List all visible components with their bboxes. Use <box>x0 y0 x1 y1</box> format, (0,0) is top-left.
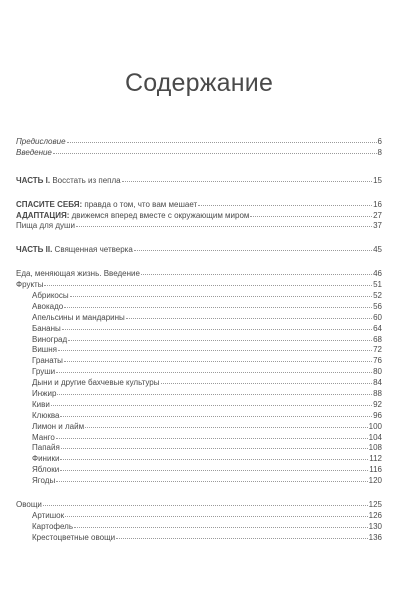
toc-entry[interactable] <box>16 377 382 388</box>
toc-page-number: 125 <box>368 500 382 510</box>
toc-entry-title <box>32 454 59 464</box>
toc-entry-text: Папайя <box>32 443 60 453</box>
toc-page-number: 16 <box>373 199 382 209</box>
table-of-contents <box>16 136 382 543</box>
dot-leader <box>60 464 368 471</box>
toc-page-number: 56 <box>373 301 382 311</box>
toc-entry-text: Еда, меняющая жизнь. Введение <box>16 269 140 279</box>
toc-entry-text: Инжир <box>32 389 57 399</box>
dot-leader <box>58 344 372 351</box>
toc-entry-title <box>32 302 63 312</box>
toc-entry[interactable] <box>16 312 382 323</box>
toc-page-number: 27 <box>373 210 382 220</box>
toc-entry-text: Груши <box>32 367 56 377</box>
toc-entry-text: Финики <box>32 454 60 464</box>
dot-leader <box>60 410 372 417</box>
toc-page-number: 52 <box>373 291 382 301</box>
toc-page-number: 68 <box>373 334 382 344</box>
section-spacer <box>16 231 382 244</box>
section-spacer <box>16 158 382 175</box>
dot-leader <box>44 279 372 286</box>
dot-leader <box>67 136 377 143</box>
toc-entry-heading: СПАСИТЕ СЕБЯ: <box>16 199 83 209</box>
toc-entry-title <box>32 335 67 345</box>
toc-entry[interactable] <box>16 136 382 147</box>
toc-entry-title <box>16 500 42 510</box>
toc-entry-text: Ягоды <box>32 476 56 486</box>
toc-entry[interactable] <box>16 147 382 158</box>
toc-entry[interactable] <box>16 323 382 334</box>
toc-entry[interactable] <box>16 301 382 312</box>
dot-leader <box>60 453 368 460</box>
toc-entry-title <box>32 313 125 323</box>
toc-entry-text: правда о том, что вам мешает <box>82 199 198 209</box>
dot-leader <box>53 147 377 154</box>
toc-entry[interactable] <box>16 432 382 443</box>
toc-entry-heading: ЧАСТЬ II. <box>16 245 53 255</box>
toc-page-number: 92 <box>373 399 382 409</box>
toc-entry-text: Пища для души <box>16 221 75 231</box>
dot-leader <box>116 532 368 539</box>
toc-entry-title <box>16 176 121 186</box>
toc-entry[interactable] <box>16 290 382 301</box>
toc-entry-title <box>16 221 75 231</box>
toc-entry-text: Введение <box>16 147 52 157</box>
dot-leader <box>56 432 368 439</box>
page-title: Содержание <box>124 69 274 97</box>
toc-entry-text: Картофель <box>32 521 74 531</box>
toc-entry-text: Дыни и другие бахчевые культуры <box>32 378 160 388</box>
toc-entry-title <box>32 345 57 355</box>
toc-page-number: 76 <box>373 356 382 366</box>
toc-entry-title <box>16 245 133 255</box>
toc-page-number: 112 <box>369 454 382 464</box>
toc-entry[interactable] <box>16 453 382 464</box>
toc-page-number: 60 <box>373 312 382 322</box>
toc-entry[interactable] <box>16 410 382 421</box>
toc-page-number: 84 <box>373 378 382 388</box>
dot-leader <box>56 475 367 482</box>
toc-page-number: 51 <box>373 280 382 290</box>
toc-entry[interactable] <box>16 464 382 475</box>
toc-entry-text: Клюква <box>32 410 60 420</box>
toc-page-number: 136 <box>368 532 382 542</box>
dot-leader <box>64 301 372 308</box>
toc-entry[interactable] <box>16 199 382 210</box>
toc-entry-title <box>32 389 56 399</box>
toc-entry-text: Виноград <box>32 334 68 344</box>
toc-page-number: 64 <box>373 323 382 333</box>
dot-leader <box>76 220 372 227</box>
toc-entry[interactable] <box>16 399 382 410</box>
toc-entry-title <box>32 411 59 421</box>
toc-entry[interactable] <box>16 279 382 290</box>
dot-leader <box>85 421 368 428</box>
toc-entry-title <box>16 200 197 210</box>
toc-entry-title <box>16 269 140 279</box>
toc-page-number: 37 <box>373 221 382 231</box>
toc-page-number: 108 <box>368 443 382 453</box>
toc-entry-text: Абрикосы <box>32 291 69 301</box>
toc-entry-title <box>16 137 66 147</box>
toc-entry[interactable] <box>16 510 382 521</box>
toc-entry-text: движемся вперед вместе с окружающим миром <box>69 210 250 220</box>
toc-entry-text: Священная четверка <box>52 245 133 255</box>
toc-entry-title <box>16 280 43 290</box>
toc-entry-heading: АДАПТАЦИЯ: <box>16 210 70 220</box>
dot-leader <box>51 399 372 406</box>
toc-entry-text: Крестоцветные овощи <box>32 532 116 542</box>
toc-entry-title <box>32 511 64 521</box>
dot-leader <box>62 323 372 330</box>
toc-entry-title <box>16 148 52 158</box>
toc-page-number: 130 <box>368 521 382 531</box>
toc-entry[interactable] <box>16 175 382 186</box>
toc-entry[interactable] <box>16 521 382 532</box>
toc-entry[interactable] <box>16 366 382 377</box>
toc-entry-text: Киви <box>32 399 50 409</box>
dot-leader <box>64 355 372 362</box>
toc-entry-text: Манго <box>32 432 55 442</box>
toc-entry[interactable] <box>16 268 382 279</box>
toc-entry-title <box>32 533 115 543</box>
toc-entry-text: Лимон и лайм <box>32 421 85 431</box>
dot-leader <box>57 388 372 395</box>
toc-entry-title <box>32 291 69 301</box>
toc-entry-title <box>32 443 60 453</box>
toc-entry[interactable] <box>16 442 382 453</box>
toc-page-number: 100 <box>368 421 382 431</box>
toc-page-number: 6 <box>377 137 382 146</box>
toc-entry[interactable] <box>16 334 382 345</box>
toc-page-number: 120 <box>368 476 382 486</box>
toc-page-number: 104 <box>368 432 382 442</box>
toc-entry[interactable] <box>16 220 382 231</box>
dot-leader <box>161 377 373 384</box>
toc-entry[interactable] <box>16 532 382 543</box>
dot-leader <box>141 268 372 275</box>
toc-entry[interactable] <box>16 421 382 432</box>
toc-entry-title <box>32 356 63 366</box>
toc-entry-title <box>32 465 59 475</box>
toc-entry-title <box>32 522 73 532</box>
dot-leader <box>74 521 368 528</box>
toc-entry-text: Апельсины и мандарины <box>32 312 125 322</box>
toc-entry[interactable] <box>16 344 382 355</box>
toc-entry-text: Авокадо <box>32 301 64 311</box>
toc-entry-title <box>32 400 50 410</box>
toc-entry-title <box>32 476 55 486</box>
toc-entry-title <box>32 378 160 388</box>
toc-entry[interactable] <box>16 244 382 255</box>
section-spacer <box>16 186 382 199</box>
toc-page-number: 116 <box>369 465 382 475</box>
toc-entry[interactable] <box>16 475 382 486</box>
toc-entry-text: Яблоки <box>32 465 60 475</box>
toc-page-number: 15 <box>373 175 382 185</box>
toc-entry-text: Гранаты <box>32 356 63 366</box>
toc-entry-title <box>32 422 84 432</box>
toc-entry-heading: ЧАСТЬ I. <box>16 175 51 185</box>
toc-page-number: 126 <box>368 510 382 520</box>
toc-page-number: 96 <box>373 410 382 420</box>
toc-entry-title <box>32 433 55 443</box>
toc-page-number: 46 <box>373 269 382 279</box>
dot-leader <box>65 510 368 517</box>
dot-leader <box>43 499 368 506</box>
dot-leader <box>68 334 372 341</box>
toc-entry-title <box>32 367 55 377</box>
toc-entry-text: Вишня <box>32 345 57 355</box>
dot-leader <box>198 199 372 206</box>
toc-entry-text: Овощи <box>16 500 42 510</box>
toc-entry[interactable] <box>16 210 382 221</box>
toc-entry-text: Восстать из пепла <box>50 175 121 185</box>
toc-entry[interactable] <box>16 499 382 510</box>
section-spacer <box>16 486 382 499</box>
toc-page-number: 8 <box>377 147 382 157</box>
toc-entry-text: Фрукты <box>16 280 44 290</box>
dot-leader <box>70 290 372 297</box>
toc-entry[interactable] <box>16 388 382 399</box>
dot-leader <box>126 312 372 319</box>
dot-leader <box>61 442 368 449</box>
toc-entry[interactable] <box>16 355 382 366</box>
dot-leader <box>56 366 372 373</box>
toc-entry-text: Предисловие <box>16 137 66 146</box>
section-spacer <box>16 255 382 268</box>
toc-entry-title <box>16 211 249 221</box>
toc-page-number: 88 <box>373 389 382 399</box>
dot-leader <box>122 175 373 182</box>
dot-leader <box>250 210 372 217</box>
toc-page-number: 72 <box>373 345 382 355</box>
toc-page-number: 80 <box>373 367 382 377</box>
toc-entry-text: Артишок <box>32 510 65 520</box>
toc-page-number: 45 <box>373 245 382 255</box>
toc-entry-title <box>32 324 61 334</box>
dot-leader <box>134 244 372 251</box>
toc-entry-text: Бананы <box>32 323 61 333</box>
